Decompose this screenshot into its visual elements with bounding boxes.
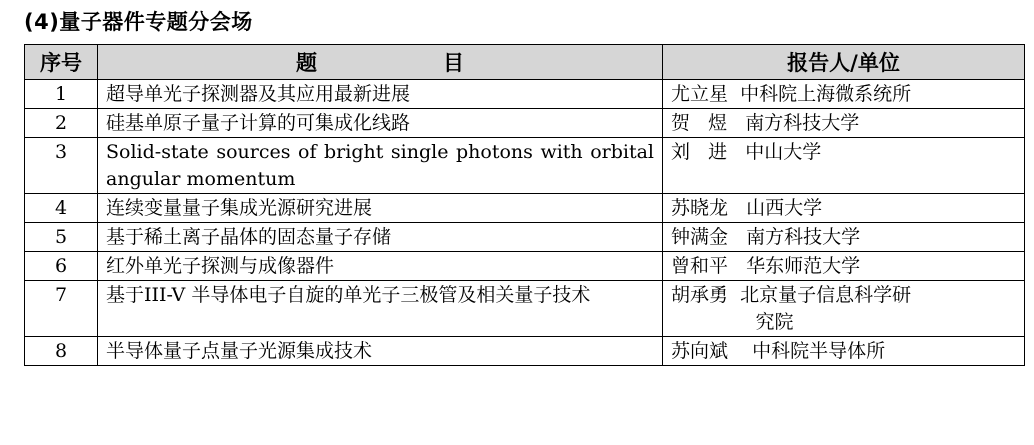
row-number: 5 — [25, 223, 98, 252]
row-number: 2 — [25, 109, 98, 138]
speaker-affiliation: 尤立星 中科院上海微系统所 — [663, 80, 1025, 109]
table-header-row — [25, 45, 1025, 80]
talk-title: 硅基单原子量子计算的可集成化线路 — [98, 109, 663, 138]
speaker-affiliation: 苏晓龙 山西大学 — [663, 194, 1025, 223]
talk-title: 基于稀土离子晶体的固态量子存储 — [98, 223, 663, 252]
talk-title: 半导体量子点量子光源集成技术 — [98, 337, 663, 366]
speaker-affiliation: 曾和平 华东师范大学 — [663, 252, 1025, 281]
speaker-affiliation: 胡承勇 北京量子信息科学研 究院 — [663, 281, 1025, 337]
section-title: (4)量子器件专题分会场 — [24, 10, 253, 34]
table-row — [25, 194, 1025, 223]
table-row — [25, 80, 1025, 109]
speaker-affiliation: 贺 煜 南方科技大学 — [663, 109, 1025, 138]
table-row — [25, 252, 1025, 281]
row-number: 6 — [25, 252, 98, 281]
talk-title: 连续变量量子集成光源研究进展 — [98, 194, 663, 223]
table-row — [25, 138, 1025, 194]
speaker-affiliation: 刘 进 中山大学 — [663, 138, 1025, 194]
row-number: 8 — [25, 337, 98, 366]
header-no: 序号 — [25, 45, 98, 80]
table-row — [25, 337, 1025, 366]
talk-title: Solid-state sources of bright single photons with orbital angular momentum — [98, 138, 663, 194]
row-number: 1 — [25, 80, 98, 109]
row-number: 3 — [25, 138, 98, 194]
header-title: 题 目 — [98, 45, 663, 80]
table-row — [25, 281, 1025, 337]
schedule-table — [24, 44, 1025, 366]
talk-title: 超导单光子探测器及其应用最新进展 — [98, 80, 663, 109]
row-number: 7 — [25, 281, 98, 337]
talk-title: 红外单光子探测与成像器件 — [98, 252, 663, 281]
row-number: 4 — [25, 194, 98, 223]
table-row — [25, 109, 1025, 138]
table-row — [25, 223, 1025, 252]
speaker-affiliation: 苏向斌 中科院半导体所 — [663, 337, 1025, 366]
speaker-affiliation: 钟满金 南方科技大学 — [663, 223, 1025, 252]
talk-title: 基于III-V 半导体电子自旋的单光子三极管及相关量子技术 — [98, 281, 663, 337]
header-speaker: 报告人/单位 — [663, 45, 1025, 80]
